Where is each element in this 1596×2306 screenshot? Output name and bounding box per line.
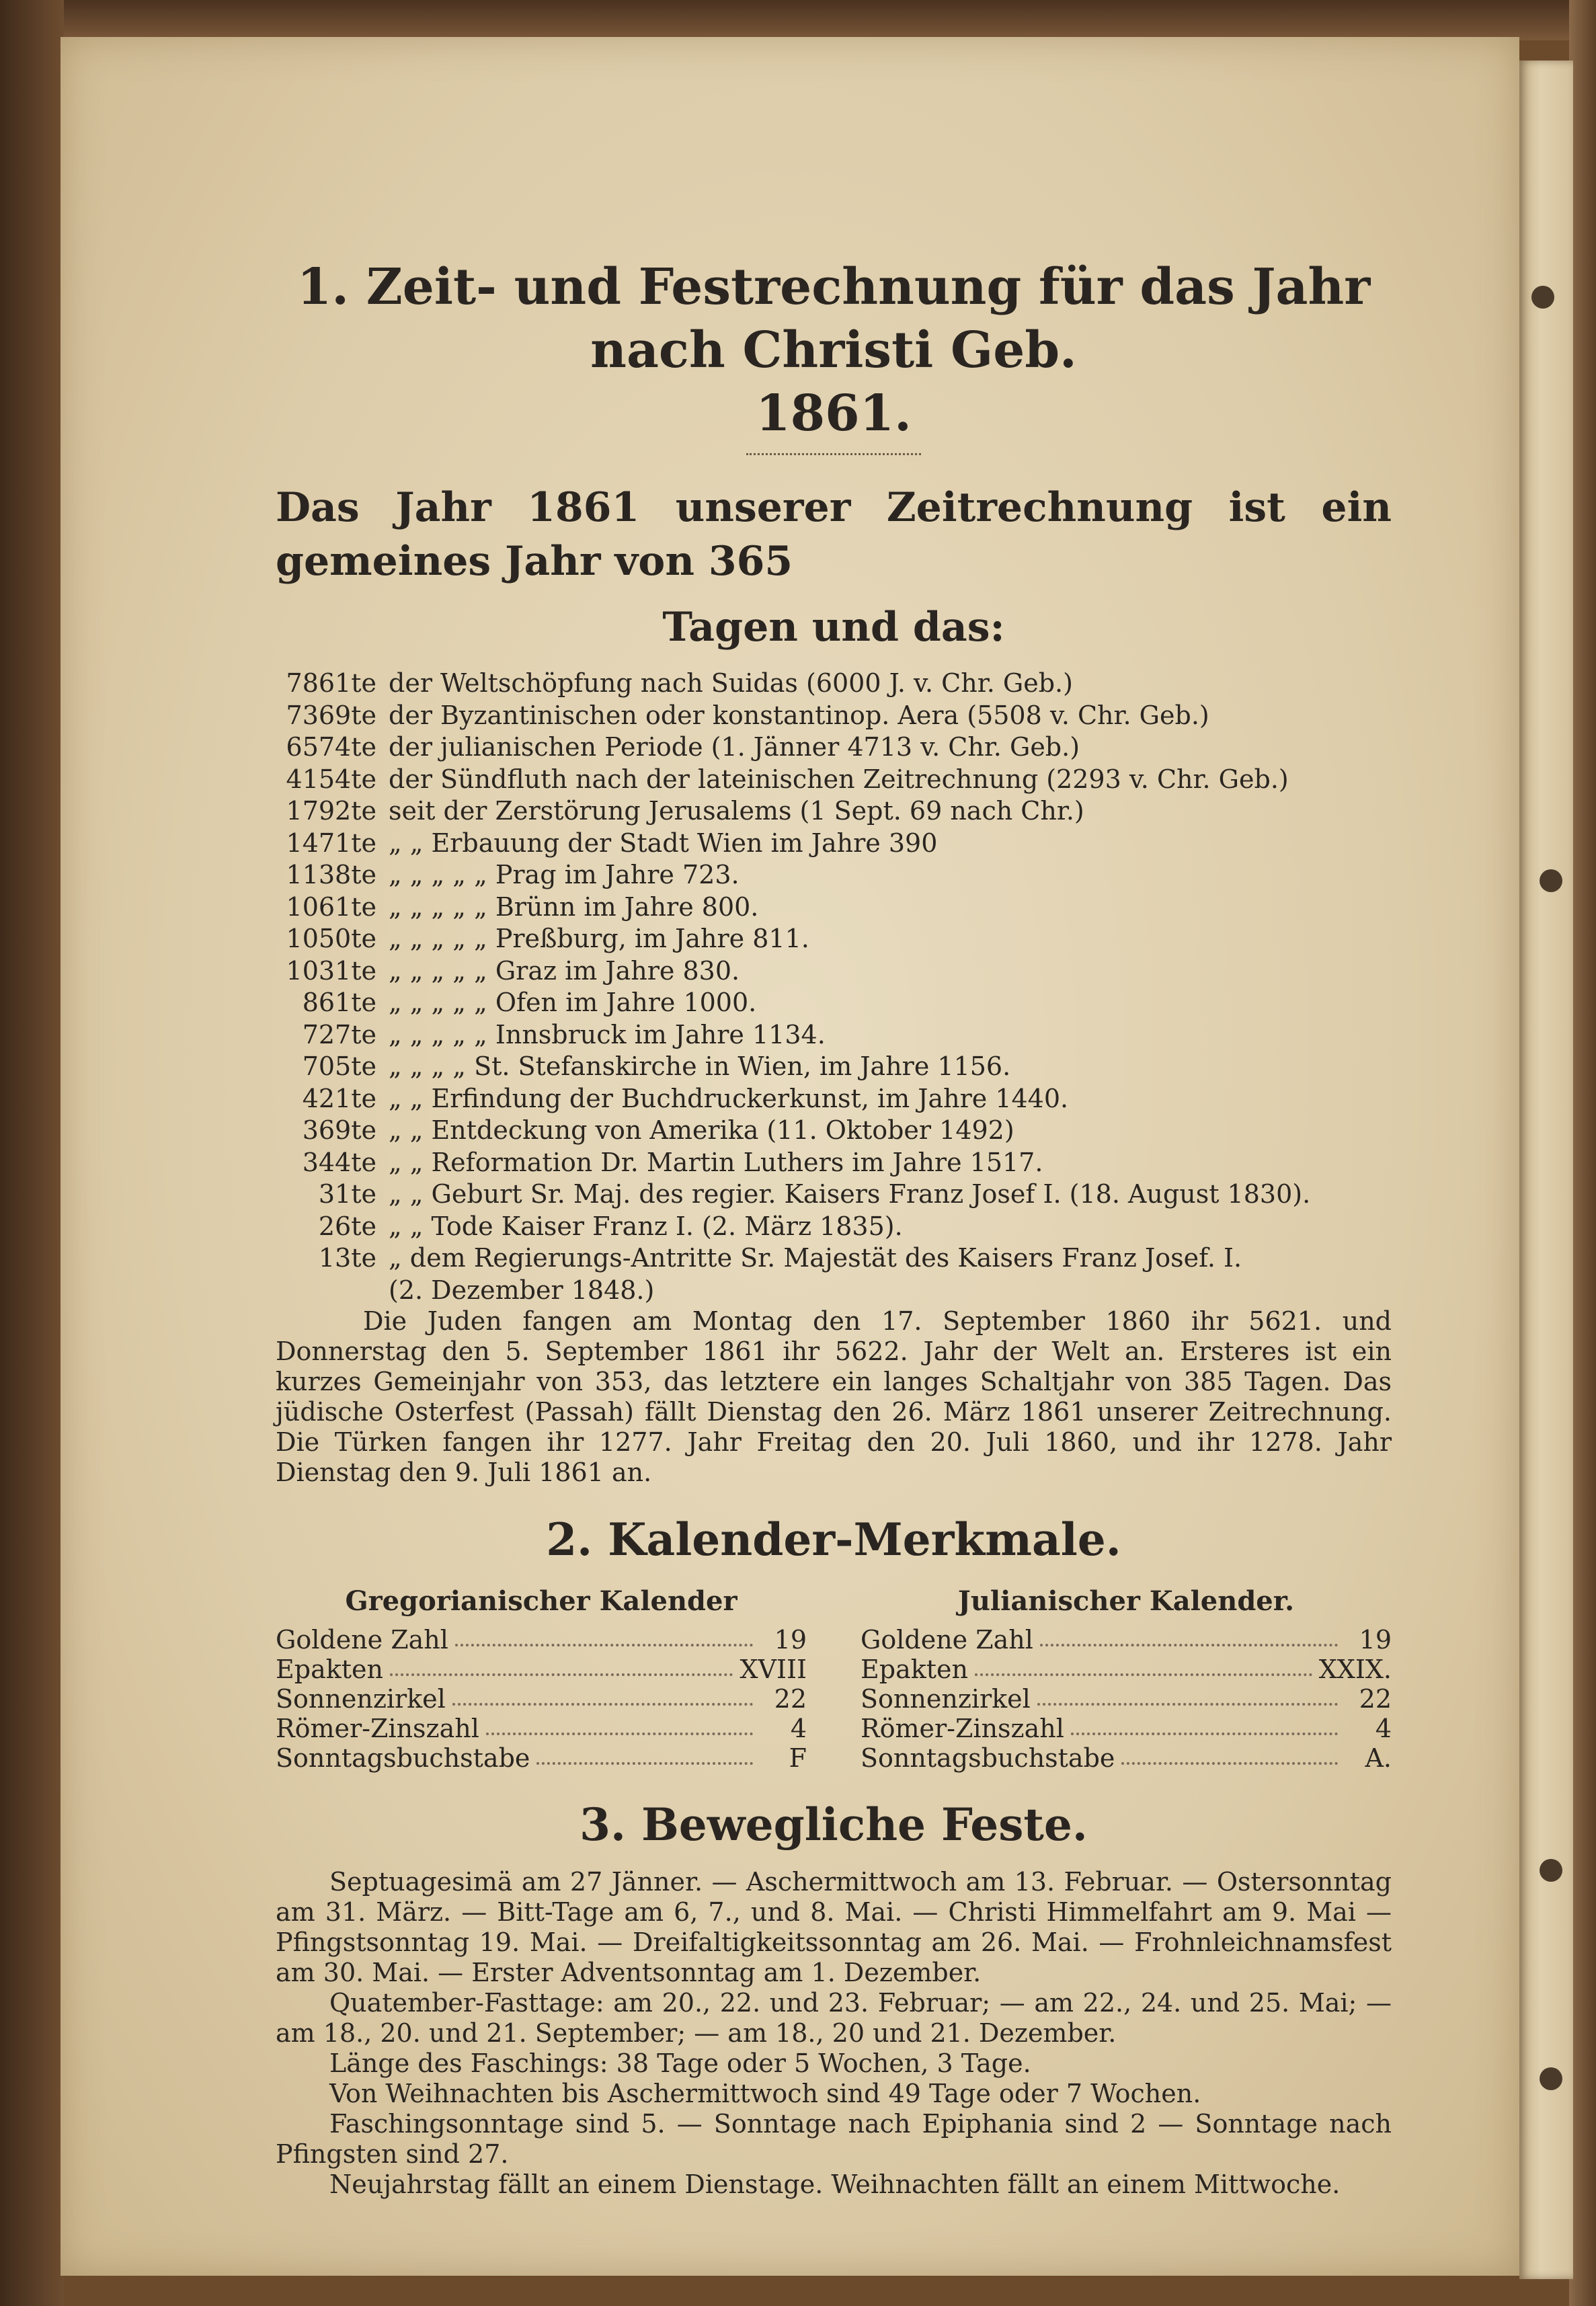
calendar-row (861, 1625, 1392, 1655)
era-row (276, 700, 1392, 732)
era-text: „ „ Reformation Dr. Martin Luthers im Jahre 1517. (389, 1147, 1043, 1177)
kalender-title: 2. Kalender-Merkmale. (546, 1513, 1121, 1566)
dot-leader (1121, 1743, 1338, 1765)
calendar-value: 22 (774, 1684, 807, 1714)
calendar-value: A. (1365, 1743, 1392, 1773)
calendar-value: 19 (774, 1625, 807, 1655)
era-row (276, 731, 1392, 764)
dot-leader (1040, 1625, 1338, 1646)
feste-paragraph: Faschingsonntage sind 5. — Sonntage nach Epiphania sind 2 — Sonntage nach Pfingsten sind 27. (276, 2109, 1392, 2169)
era-row (276, 795, 1392, 828)
era-text: „ „ „ „ St. Stefanskirche in Wien, im Jahre 1156. (389, 1051, 1011, 1081)
era-number: 1471te (286, 828, 376, 858)
dot-leader (975, 1655, 1312, 1676)
intro-line-2: Tagen und das: (662, 604, 1005, 651)
era-number: 13te (318, 1243, 376, 1273)
pin-mark (1540, 869, 1562, 892)
juden-paragraph: Die Juden fangen am Montag den 17. September 1860 ihr 5621. und Donnerstag den 5. September 1861 ihr 5622. Jahr der Welt an. Ersteres ist ein kurzes Gemeinjahr von 353, das letztere ein langes Schaltjahr von 385 Tagen. Das jüdische Osterfest (Passah) fällt Dienstag den 26. März 1861 unserer Zeitrechnung. Die Türken fangen ihr 1277. Jahr Freitag den 20. Juli 1860, und ihr 1278. Jahr Dienstag den 9. Juli 1861 an. (276, 1306, 1392, 1487)
page-title (276, 255, 1392, 445)
era-text: „ „ „ „ „ Graz im Jahre 830. (389, 955, 740, 986)
era-number: 1061te (286, 891, 376, 922)
feste-title: 3. Bewegliche Feste. (580, 1798, 1088, 1851)
calendar-value: 4 (790, 1714, 807, 1743)
calendar-row (861, 1684, 1392, 1714)
gregorian-calendar (276, 1582, 807, 1773)
feste-paragraph: Septuagesimä am 27 Jänner. — Aschermittwoch am 13. Februar. — Ostersonntag am 31. März. — Bitt-Tage am 6, 7., und 8. Mai. — Christi Himmelfahrt am 9. Mai — Pfingstsonntag 19. Mai. — Dreifaltigkeitssonntag am 26. Mai. — Frohnleichnamsfest am 30. Mai. — Erster Adventsonntag am 1. Dezember. (276, 1867, 1392, 1987)
pin-mark (1540, 1859, 1562, 1882)
era-number: 861te (302, 988, 376, 1017)
calendar-value: 19 (1359, 1625, 1392, 1655)
calendar-row (276, 1714, 807, 1743)
era-text: der Weltschöpfung nach Suidas (6000 J. v. Chr. Geb.) (389, 668, 1073, 698)
calendar-row (276, 1625, 807, 1655)
calendar-label: Römer-Zinszahl (276, 1714, 479, 1743)
era-number: 421te (302, 1083, 376, 1113)
era-text: der julianischen Periode (1. Jänner 4713 v. Chr. Geb.) (389, 732, 1080, 762)
era-number: 6574te (286, 732, 376, 762)
dot-leader (390, 1655, 733, 1676)
title-line-1: 1. Zeit- und Festrechnung für das Jahr nach Christi Geb. (296, 258, 1371, 379)
era-row (276, 923, 1392, 955)
book-edge-top (0, 0, 1596, 40)
julian-heading: Julianischer Kalender. (957, 1585, 1295, 1617)
era-text: der Sündfluth nach der lateinischen Zeitrechnung (2293 v. Chr. Geb.) (389, 764, 1289, 794)
dot-leader (536, 1743, 753, 1765)
era-row (276, 1179, 1392, 1211)
intro-line-1: Das Jahr 1861 unserer Zeitrechnung ist ein gemeines Jahr von 365 (276, 484, 1392, 585)
calendar-row (861, 1655, 1392, 1684)
calendar-label: Römer-Zinszahl (861, 1714, 1064, 1743)
era-number: 31te (318, 1179, 376, 1209)
feste-paragraph: Von Weihnachten bis Aschermittwoch sind 49 Tage oder 7 Wochen. (329, 2079, 1201, 2108)
calendar-label: Sonnenzirkel (861, 1684, 1031, 1714)
era-text: seit der Zerstörung Jerusalems (1 Sept. 69 nach Chr.) (389, 796, 1084, 826)
era-number: 344te (302, 1147, 376, 1177)
era-row (276, 987, 1392, 1019)
era-text: „ „ „ „ „ Ofen im Jahre 1000. (389, 988, 757, 1017)
calendar-value: 4 (1375, 1714, 1392, 1743)
era-text: (2. Dezember 1848.) (389, 1275, 655, 1305)
era-text: „ „ Tode Kaiser Franz I. (2. März 1835). (389, 1211, 903, 1241)
era-row (276, 668, 1392, 700)
calendar-value: F (789, 1743, 807, 1773)
era-text: „ „ Erfindung der Buchdruckerkunst, im Jahre 1440. (389, 1083, 1069, 1113)
calendar-tables (276, 1582, 1392, 1773)
era-number: 26te (318, 1211, 376, 1241)
era-text: „ dem Regierungs-Antritte Sr. Majestät des Kaisers Franz Josef. I. (389, 1243, 1242, 1273)
era-row (276, 955, 1392, 988)
era-row (276, 1275, 1392, 1307)
era-number: 1031te (286, 955, 376, 986)
calendar-label: Goldene Zahl (276, 1625, 448, 1655)
calendar-label: Epakten (861, 1655, 968, 1684)
gregorian-heading: Gregorianischer Kalender (345, 1585, 737, 1617)
era-row (276, 1147, 1392, 1179)
title-divider (746, 453, 921, 455)
era-text: „ „ Entdeckung von Amerika (11. Oktober 1492) (389, 1115, 1014, 1145)
page-content (276, 255, 1392, 2200)
era-row (276, 1051, 1392, 1083)
facing-page-edge (1519, 61, 1573, 2279)
era-number: 7369te (286, 700, 376, 730)
calendar-label: Sonnenzirkel (276, 1684, 446, 1714)
pin-mark (1531, 286, 1554, 309)
era-number: 1792te (286, 796, 376, 826)
era-row (276, 1115, 1392, 1147)
pin-mark (1540, 2067, 1562, 2090)
era-number: 7861te (286, 668, 376, 698)
era-text: „ „ „ „ „ Preßburg, im Jahre 811. (389, 924, 809, 953)
era-row (276, 764, 1392, 796)
book-edge-right (1569, 0, 1596, 2306)
era-text: „ „ Geburt Sr. Maj. des regier. Kaisers Franz Josef I. (18. August 1830). (389, 1179, 1311, 1209)
calendar-row (276, 1655, 807, 1684)
era-row (276, 828, 1392, 860)
calendar-row (861, 1714, 1392, 1743)
era-number: 705te (302, 1051, 376, 1081)
era-row (276, 891, 1392, 924)
era-row (276, 859, 1392, 891)
era-text: der Byzantinischen oder konstantinop. Aera (5508 v. Chr. Geb.) (389, 700, 1209, 730)
feste-paragraph: Länge des Faschings: 38 Tage oder 5 Wochen, 3 Tage. (329, 2049, 1031, 2078)
calendar-label: Sonntagsbuchstabe (276, 1743, 530, 1773)
era-row (276, 1083, 1392, 1115)
title-line-2: 1861. (756, 385, 912, 442)
era-row (276, 1242, 1392, 1275)
calendar-value: XXIX. (1318, 1655, 1392, 1684)
era-number: 369te (302, 1115, 376, 1145)
feste-paragraph: Neujahrstag fällt an einem Dienstage. Weihnachten fällt an einem Mittwoche. (329, 2170, 1341, 2199)
era-row (276, 1211, 1392, 1243)
calendar-value: XVIII (740, 1655, 807, 1684)
era-list (276, 668, 1392, 1306)
dot-leader (1071, 1714, 1338, 1735)
era-number: 1050te (286, 924, 376, 953)
book-binding-left (0, 0, 64, 2306)
calendar-label: Goldene Zahl (861, 1625, 1033, 1655)
calendar-row (276, 1743, 807, 1773)
dot-leader (486, 1714, 753, 1735)
era-text: „ „ „ „ „ Innsbruck im Jahre 1134. (389, 1019, 826, 1049)
calendar-label: Sonntagsbuchstabe (861, 1743, 1115, 1773)
era-number (276, 1275, 389, 1307)
era-text: „ „ „ „ „ Prag im Jahre 723. (389, 860, 740, 889)
era-row (276, 1019, 1392, 1051)
era-text: „ „ „ „ „ Brünn im Jahre 800. (389, 891, 759, 922)
era-number: 1138te (286, 860, 376, 889)
calendar-value: 22 (1359, 1684, 1392, 1714)
dot-leader (455, 1625, 753, 1646)
calendar-row (861, 1743, 1392, 1773)
calendar-label: Epakten (276, 1655, 383, 1684)
era-number: 727te (302, 1019, 376, 1049)
calendar-row (276, 1684, 807, 1714)
era-text: „ „ Erbauung der Stadt Wien im Jahre 390 (389, 828, 938, 858)
julian-calendar (861, 1582, 1392, 1773)
feste-paragraph: Quatember-Fasttage: am 20., 22. und 23. Februar; — am 22., 24. und 25. Mai; — am 18., 20. und 21. September; — am 18., 20 und 21. Dezember. (276, 1988, 1392, 2048)
dot-leader (452, 1684, 753, 1706)
dot-leader (1037, 1684, 1338, 1706)
era-number: 4154te (286, 764, 376, 794)
